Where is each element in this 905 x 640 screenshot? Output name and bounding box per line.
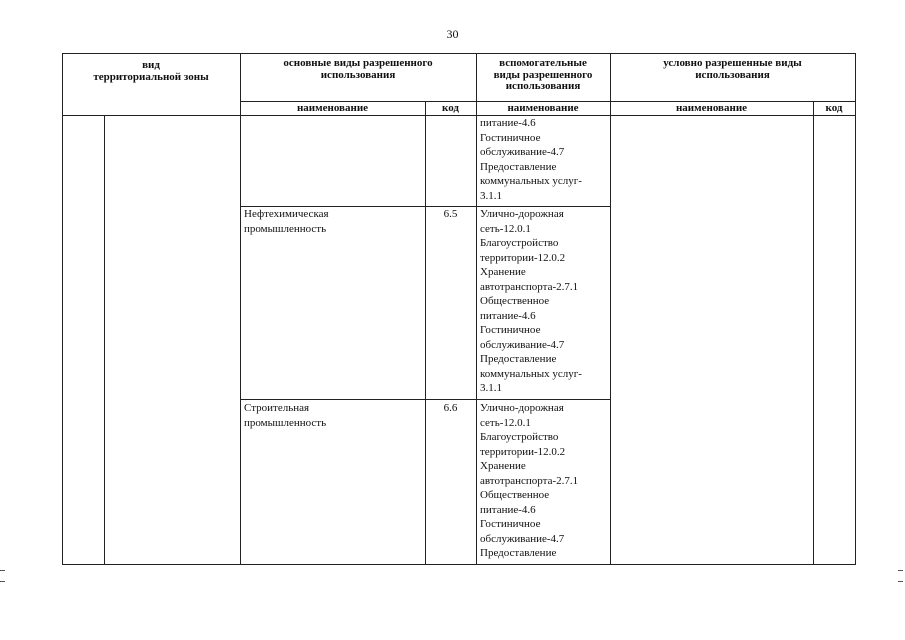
scan-edge-mark [0,581,5,582]
subheader-cond-name: наименование [675,102,748,114]
scan-edge-mark [898,570,903,571]
column-divider [610,53,611,565]
header-main-uses: основные виды разрешенного использования [283,57,433,81]
row-use-name: Строительная промышленность [244,402,327,429]
table-top-border [62,53,855,54]
header-conditional-uses: условно разрешенные виды использования [663,57,802,81]
zone-inner-divider [104,115,105,565]
row-auxiliary-uses: Улично-дорожная сеть-12.0.1 Благоустройство территории-12.0.2 Хранение автотранспорта-2.7.1 Общественное питание-4.6 Гостиничное обслуживание-4.7 Предоставление коммунальных услуг- 3.1.1 [480,208,582,394]
subheader-main-code: код [442,102,459,114]
table-left-border [62,53,63,565]
header-bottom-border [62,115,855,116]
column-divider [240,53,241,565]
subheader-main-name: наименование [296,102,369,114]
row-auxiliary-uses: Улично-дорожная сеть-12.0.1 Благоустройство территории-12.0.2 Хранение автотранспорта-2.7.1 Общественное питание-4.6 Гостиничное обслуживание-4.7 Предоставление [480,402,579,559]
subheader-aux-name: наименование [507,102,579,114]
scan-edge-mark [898,581,903,582]
scan-edge-mark [0,570,5,571]
table-bottom-border [62,564,855,565]
row-use-code: 6.6 [443,402,458,414]
page-number: 30 [446,27,459,41]
row-use-name: Нефтехимическая промышленность [244,208,329,235]
column-divider [476,53,477,565]
table-right-border [855,53,856,565]
header-zone-type: вид территориальной зоны [93,59,209,83]
row-use-code: 6.5 [443,208,458,220]
subheader-cond-code: код [825,102,843,114]
row-auxiliary-uses: питание-4.6 Гостиничное обслуживание-4.7 Предоставление коммунальных услуг- 3.1.1 [480,117,582,202]
header-auxiliary-uses: вспомогательные виды разрешенного использования [493,57,593,92]
column-divider [813,101,814,565]
column-divider [425,101,426,565]
